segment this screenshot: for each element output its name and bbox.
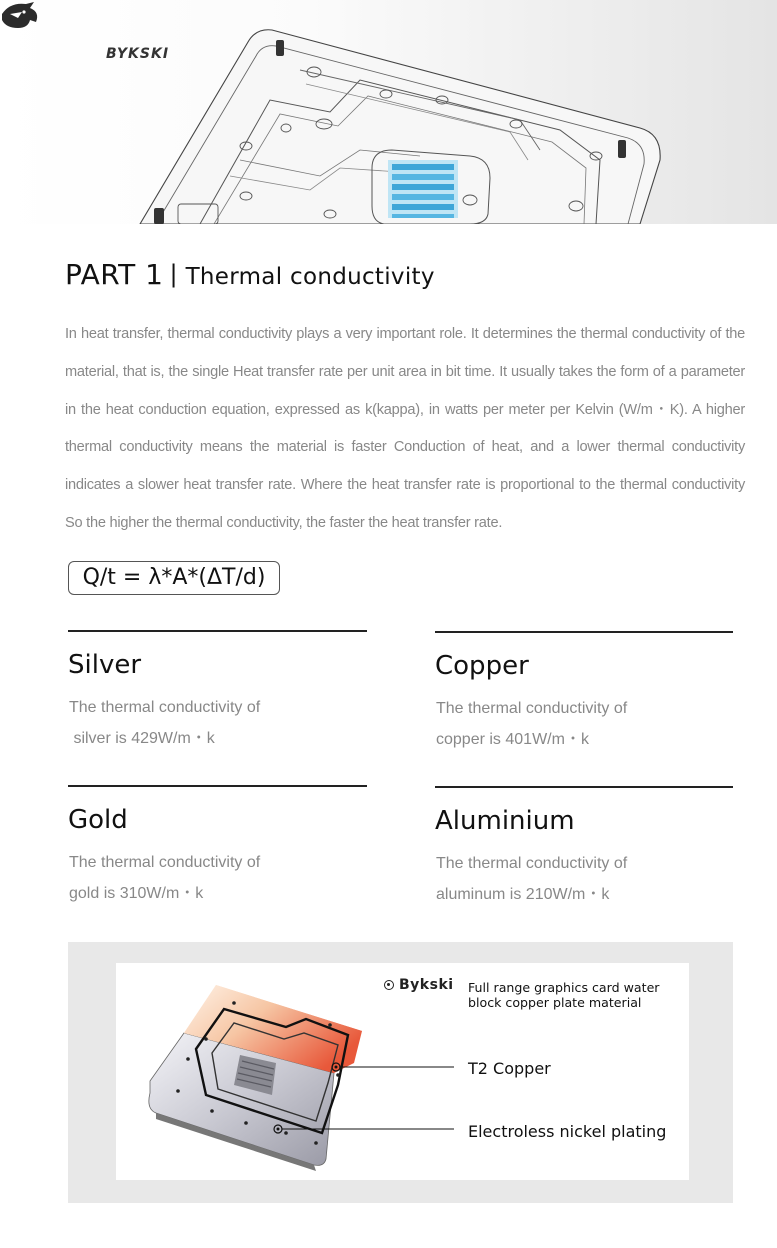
material-name: Aluminium — [435, 806, 575, 836]
hero-banner — [0, 0, 777, 224]
intro-paragraph: In heat transfer, thermal conductivity plays a very important role. It determines the thermal conductivity of the material, that is, the single Heat transfer rate per unit area in bit time. It usually takes the form of a parameter in the heat conduction equation, expressed as k(kappa), in watts per meter per Kelvin (W/m・K). A higher thermal conductivity means the material is faster Conduction of heat, and a lower thermal conductivity indicates a slower heat transfer rate. Where the heat transfer rate is proportional to the thermal conductivity So the higher the thermal conductivity, the faster the heat transfer rate. — [65, 326, 745, 531]
part-title: Thermal conductivity — [185, 264, 435, 290]
bykski-logo-icon — [0, 0, 120, 34]
formula-box: Q/t = λ*A*(ΔT/d) — [68, 561, 280, 595]
part-heading — [65, 258, 435, 291]
material-description — [436, 693, 696, 755]
part-separator: | — [169, 260, 178, 288]
divider-line — [435, 786, 733, 788]
desc-line: copper is 401W/m・k — [436, 731, 589, 748]
material-description — [436, 848, 696, 910]
material-description — [69, 692, 329, 754]
desc-line: aluminum is 210W/m・k — [436, 886, 610, 903]
callout-t2-copper: T2 Copper — [468, 1059, 551, 1078]
desc-line: The thermal conductivity of — [436, 855, 628, 872]
product-caption: Full range graphics card water block copper plate material — [468, 980, 660, 1010]
desc-line: The thermal conductivity of — [69, 854, 261, 871]
material-description — [69, 847, 329, 909]
divider-line — [435, 631, 733, 633]
target-icon — [384, 980, 394, 990]
heatsink-fins-illustration — [388, 160, 458, 218]
divider-line — [68, 630, 367, 632]
part-number: PART 1 — [65, 258, 164, 291]
product-brand-name: Bykski — [399, 977, 454, 993]
desc-line: gold is 310W/m・k — [69, 885, 204, 902]
product-panel — [68, 942, 733, 1203]
material-name: Silver — [68, 650, 142, 680]
product-card — [116, 963, 689, 1180]
material-name: Gold — [68, 805, 128, 835]
bykski-logo-text: BYKSKI — [106, 46, 170, 62]
product-brand — [384, 976, 454, 994]
divider-line — [68, 785, 367, 787]
desc-line: The thermal conductivity of — [436, 700, 628, 717]
callout-nickel-plating: Electroless nickel plating — [468, 1122, 667, 1141]
desc-line: The thermal conductivity of — [69, 699, 261, 716]
desc-line: silver is 429W/m・k — [69, 730, 215, 747]
material-name: Copper — [435, 651, 529, 681]
